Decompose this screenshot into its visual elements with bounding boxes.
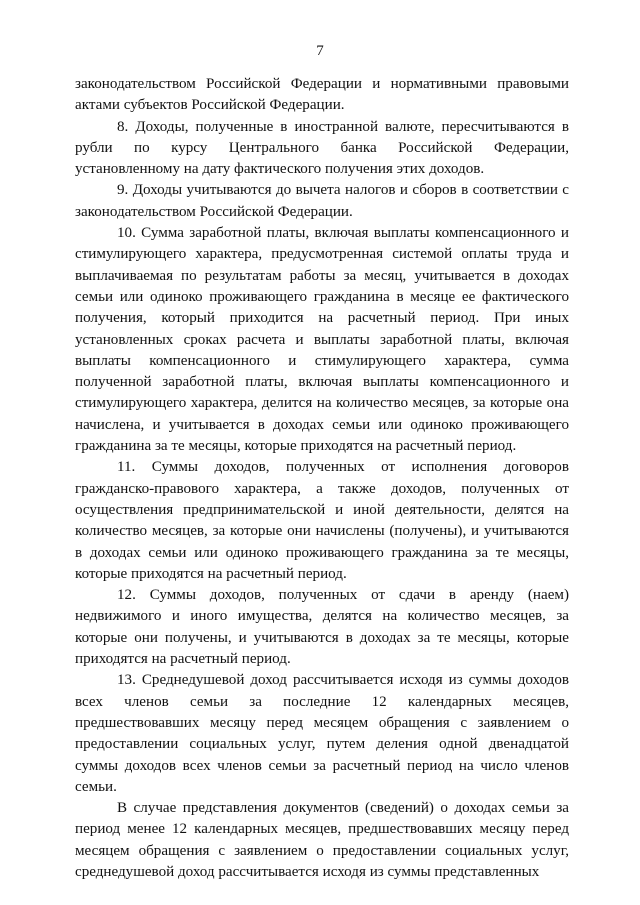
paragraph-continuation: законодательством Российской Федерации и нормативными правовыми актами субъектов Российской Федерации. [75, 76, 569, 114]
document-body [75, 74, 569, 883]
page-number: 7 [316, 43, 324, 59]
paragraph-9: 9. Доходы учитываются до вычета налогов и сборов в соответствии с законодательством Российской Федерации. [75, 182, 569, 220]
paragraph-12: 12. Суммы доходов, полученных от сдачи в аренду (наем) недвижимого и иного имущества, делятся на количество месяцев, за которые они получены, и учитываются в доходах за те месяцы, которые приходятся на расчетный период. [75, 587, 569, 668]
paragraph-8: 8. Доходы, полученные в иностранной валюте, пересчитываются в рубли по курсу Центрального банка Российской Федерации, установленному на дату фактического получения этих доходов. [75, 118, 569, 178]
paragraph-10: 10. Сумма заработной платы, включая выплаты компенсационного и стимулирующего характера, предусмотренная системой оплаты труда и выплачиваемая по результатам работы за месяц, учитывается в доходах семьи или одиноко проживающего гражданина в месяце ее фактического получения, который приходится на расчетный период. При иных установленных сроках расчета и выплаты заработной платы, включая выплаты компенсационного и стимулирующего характера, сумма полученной заработной платы, включая выплаты компенсационного и стимулирующего характера, делится на количество месяцев, за которые она начислена, и учитывается в доходах семьи или одиноко проживающего гражданина за те месяцы, которые приходятся на расчетный период. [75, 225, 569, 455]
paragraph-11: 11. Суммы доходов, полученных от исполнения договоров гражданско-правового характера, а также доходов, полученных от осуществления предпринимательской и иной деятельности, делятся на количество месяцев, за которые они начислены (получены), и учитываются в доходах семьи или одиноко проживающего гражданина за те месяцы, которые приходятся на расчетный период. [75, 459, 569, 582]
paragraph-13: 13. Среднедушевой доход рассчитывается исходя из суммы доходов всех членов семьи за последние 12 календарных месяцев, предшествовавших месяцу перед месяцем обращения с заявлением о предоставлении социальных услуг, путем деления одной двенадцатой суммы доходов всех членов семьи за расчетный период на число членов семьи. [75, 672, 569, 795]
paragraph-13-continued: В случае представления документов (сведений) о доходах семьи за период менее 12 календарных месяцев, предшествовавших месяцу перед месяцем обращения с заявлением о предоставлении социальных услуг, среднедушевой доход рассчитывается исходя из суммы представленных [75, 800, 569, 880]
